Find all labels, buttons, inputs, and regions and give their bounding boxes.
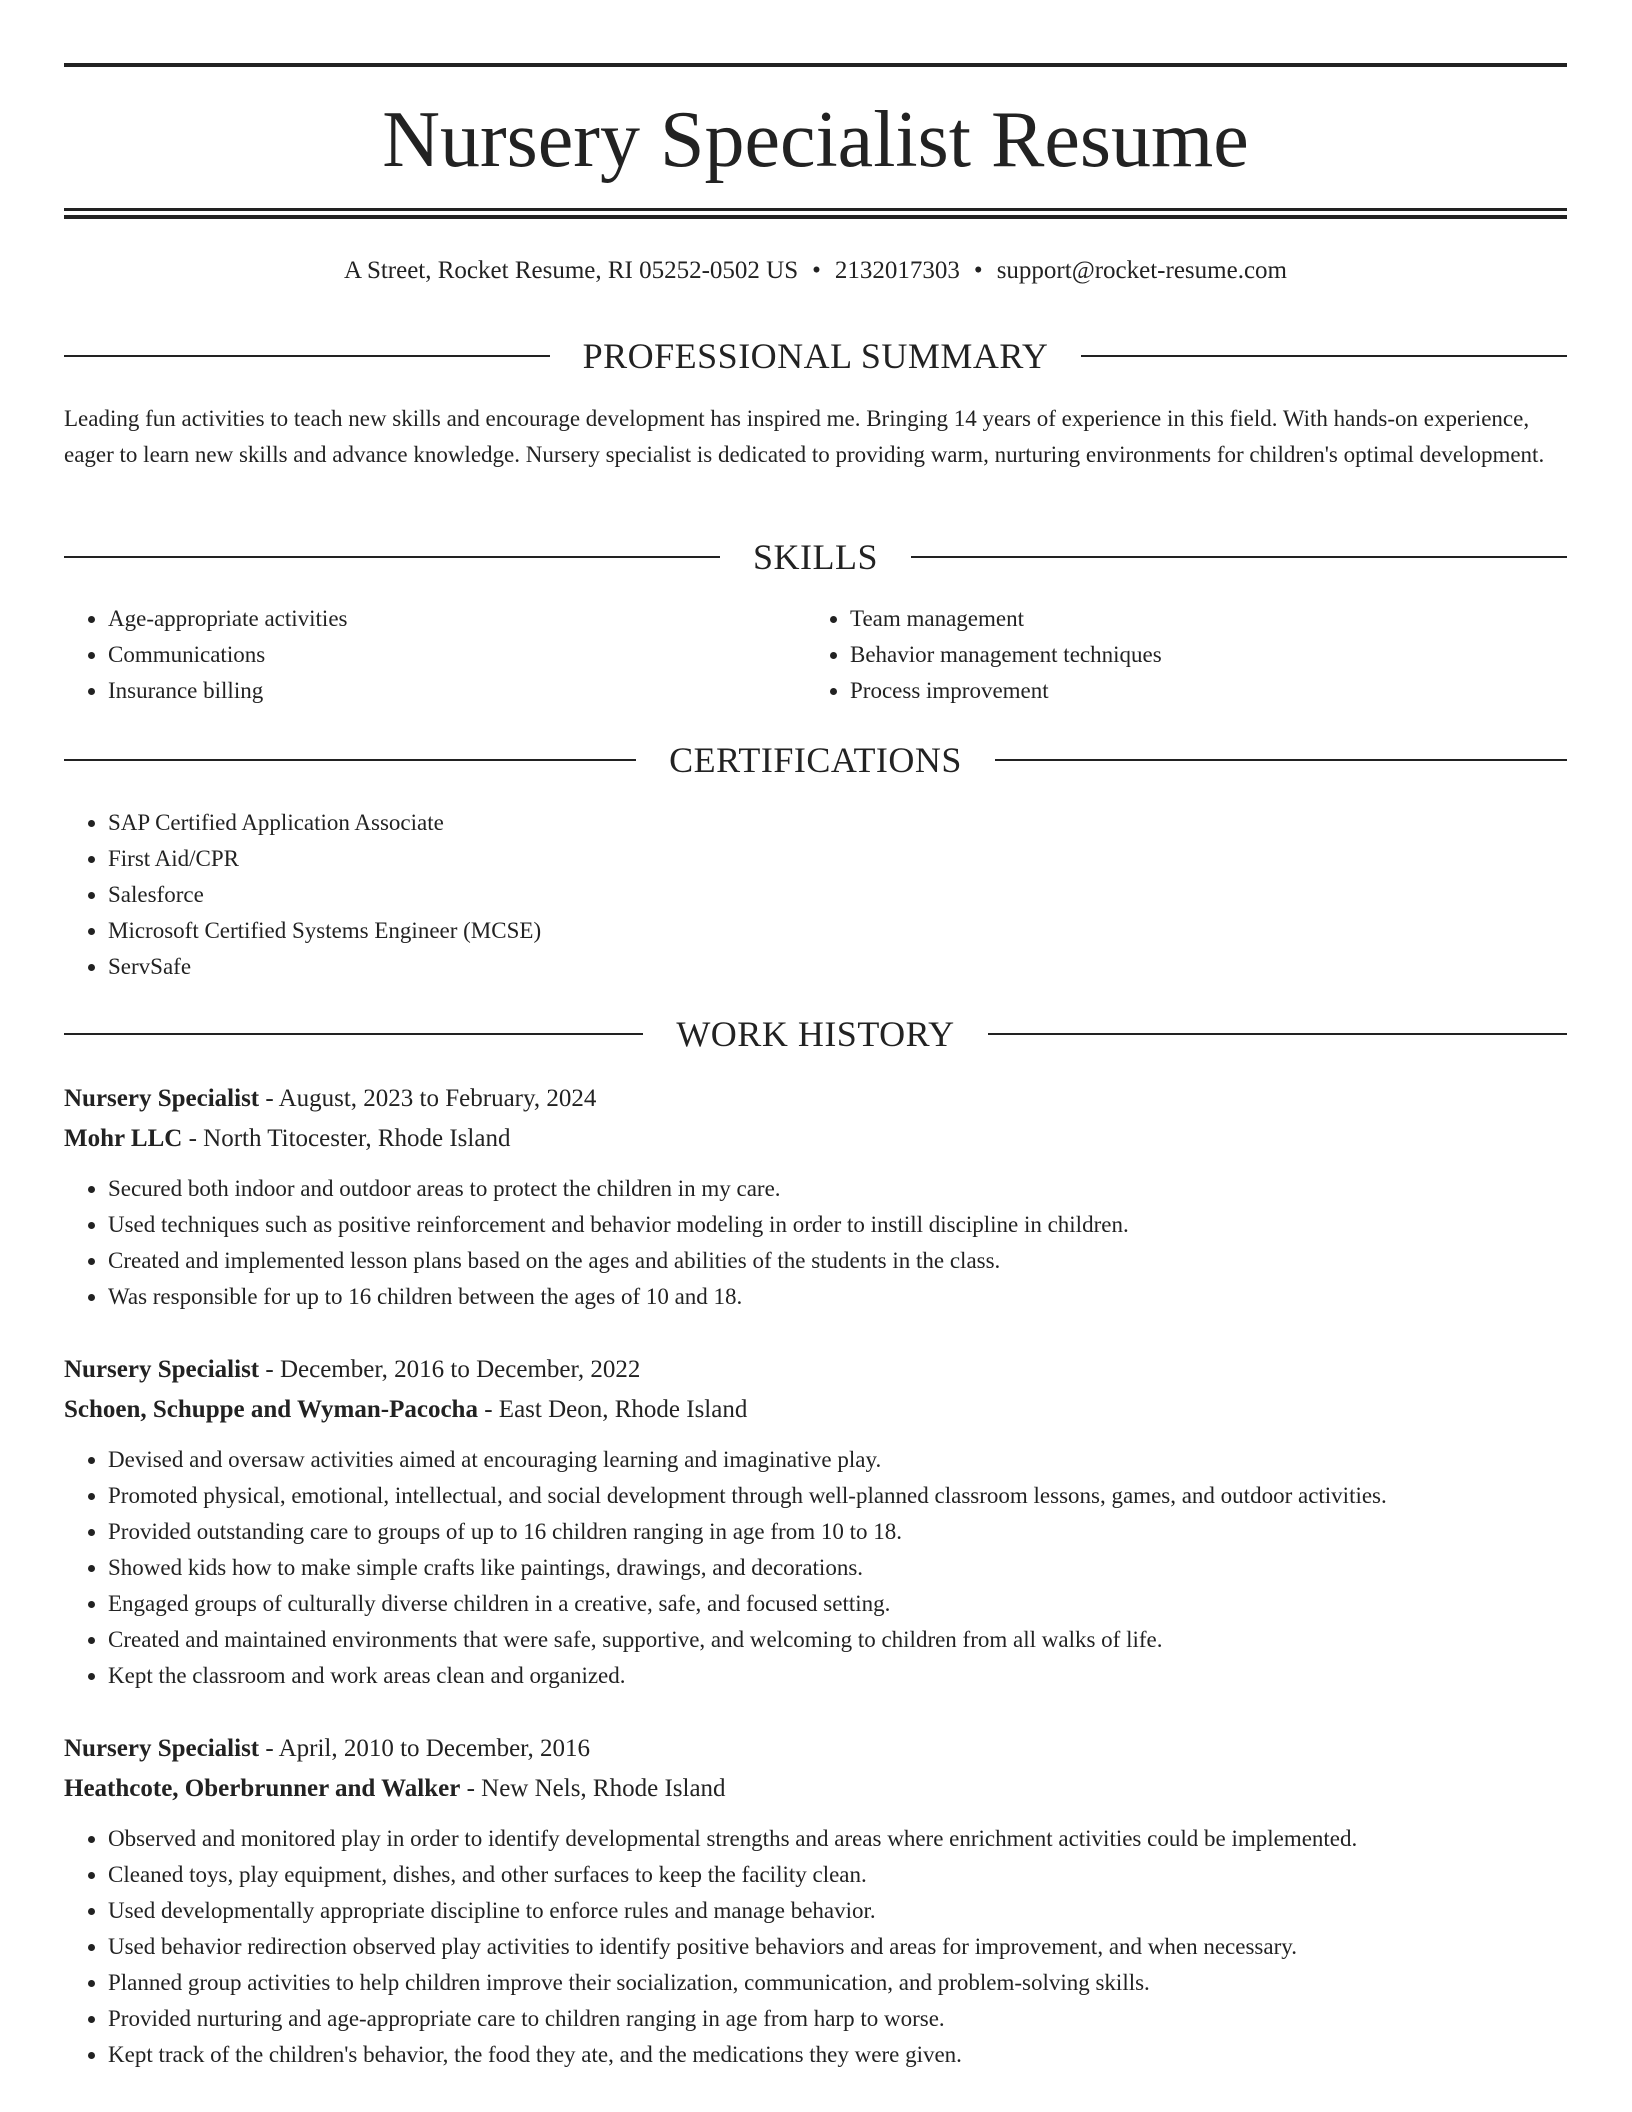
section-rule xyxy=(64,759,636,761)
job-duty: • Was responsible for up to 16 children between the ages of 10 and 18. xyxy=(108,1279,1567,1315)
job-duty: • Showed kids how to make simple crafts like paintings, drawings, and decorations. xyxy=(108,1550,1567,1586)
job-title-line xyxy=(64,1079,1567,1119)
certification-item: • ServSafe xyxy=(108,949,1567,985)
certification-item: • Salesforce xyxy=(108,877,1567,913)
job-duty: • Provided outstanding care to groups of up to 16 children ranging in age from 10 to 18. xyxy=(108,1514,1567,1550)
section-rule xyxy=(1081,355,1567,357)
job-entry xyxy=(64,1350,1567,1694)
skill-item: • Behavior management techniques xyxy=(850,637,1548,673)
job-company: Mohr LLC xyxy=(64,1125,183,1152)
summary-section-heading xyxy=(64,334,1567,378)
job-duty: • Secured both indoor and outdoor areas to protect the children in my care. xyxy=(108,1171,1567,1207)
title-rule-upper xyxy=(64,208,1567,211)
job-duty: • Kept the classroom and work areas clean and organized. xyxy=(108,1658,1567,1694)
job-duty: • Used behavior redirection observed play activities to identify positive behaviors and areas for improvement, and when necessary. xyxy=(108,1929,1567,1965)
job-dates: - December, 2016 to December, 2022 xyxy=(259,1356,641,1383)
job-location: - New Nels, Rhode Island xyxy=(460,1775,726,1802)
contact-separator: • xyxy=(973,257,983,284)
job-duty: • Used developmentally appropriate discipline to enforce rules and manage behavior. xyxy=(108,1893,1567,1929)
job-duty: • Created and maintained environments that were safe, supportive, and welcoming to children from all walks of life. xyxy=(108,1622,1567,1658)
job-company: Heathcote, Oberbrunner and Walker xyxy=(64,1775,461,1802)
contact-line xyxy=(64,255,1567,287)
job-company: Schoen, Schuppe and Wyman-Pacocha xyxy=(64,1396,478,1423)
job-title-line xyxy=(64,1729,1567,1769)
title-rule-lower xyxy=(64,215,1567,219)
job-duty: • Created and implemented lesson plans based on the ages and abilities of the students in the class. xyxy=(108,1243,1567,1279)
skill-item: • Team management xyxy=(850,601,1548,637)
job-location: - East Deon, Rhode Island xyxy=(477,1396,748,1423)
section-rule xyxy=(64,355,550,357)
skill-item: • Communications xyxy=(108,637,806,673)
job-company-line xyxy=(64,1769,1567,1809)
job-company-line xyxy=(64,1390,1567,1430)
contact-email[interactable]: support@rocket-resume.com xyxy=(996,257,1287,284)
job-entry xyxy=(64,1079,1567,1315)
job-title-line xyxy=(64,1350,1567,1390)
section-rule xyxy=(64,556,720,558)
skill-item: • Age-appropriate activities xyxy=(108,601,806,637)
job-duties xyxy=(64,1821,1567,2073)
certification-item: • Microsoft Certified Systems Engineer (MCSE) xyxy=(108,913,1567,949)
job-duty: • Provided nurturing and age-appropriate care to children ranging in age from harp to worse. xyxy=(108,2001,1567,2037)
summary-text: Leading fun activities to teach new skills and encourage development has inspired me. Bringing 14 years of experience in this field. With hands-on experience, eager to learn new skills and advance knowledge. Nursery specialist is dedicated to providing warm, nurturing environments for children's optimal development. xyxy=(64,406,1545,467)
job-duty: • Engaged groups of culturally diverse children in a creative, safe, and focused setting. xyxy=(108,1586,1567,1622)
job-duty: • Cleaned toys, play equipment, dishes, and other surfaces to keep the facility clean. xyxy=(108,1857,1567,1893)
job-duty: • Used techniques such as positive reinforcement and behavior modeling in order to instill discipline in children. xyxy=(108,1207,1567,1243)
section-rule xyxy=(988,1033,1567,1035)
work-history-section-heading xyxy=(64,1012,1567,1056)
job-duty: • Planned group activities to help children improve their socialization, communication, and problem-solving skills. xyxy=(108,1965,1567,2001)
skills-section-heading xyxy=(64,535,1567,579)
skills-column-right xyxy=(806,601,1548,709)
section-title: PROFESSIONAL SUMMARY xyxy=(582,336,1049,376)
section-title: CERTIFICATIONS xyxy=(669,740,962,780)
certification-item: • SAP Certified Application Associate xyxy=(108,805,1567,841)
contact-phone: 2132017303 xyxy=(834,257,960,284)
section-title: SKILLS xyxy=(753,537,879,577)
job-duty: • Promoted physical, emotional, intellectual, and social development through well-planned classroom lessons, games, and outdoor activities. xyxy=(108,1478,1567,1514)
section-rule xyxy=(64,1033,643,1035)
job-duties xyxy=(64,1442,1567,1694)
certification-item: • First Aid/CPR xyxy=(108,841,1567,877)
top-rule xyxy=(64,63,1567,67)
job-dates: - April, 2010 to December, 2016 xyxy=(259,1735,590,1762)
skills-list xyxy=(64,601,1567,709)
job-entry xyxy=(64,1729,1567,2073)
job-company-line xyxy=(64,1119,1567,1159)
contact-address: A Street, Rocket Resume, RI 05252-0502 US xyxy=(344,257,799,284)
skill-item: • Process improvement xyxy=(850,673,1548,709)
job-location: - North Titocester, Rhode Island xyxy=(182,1125,511,1152)
section-rule xyxy=(911,556,1567,558)
certifications-list xyxy=(64,805,1567,985)
job-dates: - August, 2023 to February, 2024 xyxy=(259,1085,597,1112)
section-rule xyxy=(995,759,1567,761)
job-title: Nursery Specialist xyxy=(64,1085,260,1112)
section-title: WORK HISTORY xyxy=(676,1014,955,1054)
page-title: Nursery Specialist Resume xyxy=(382,96,1249,184)
certifications-section-heading xyxy=(64,738,1567,782)
job-duty: • Devised and oversaw activities aimed at encouraging learning and imaginative play. xyxy=(108,1442,1567,1478)
job-title: Nursery Specialist xyxy=(64,1356,260,1383)
skills-column-left xyxy=(64,601,806,709)
job-duties xyxy=(64,1171,1567,1315)
contact-separator: • xyxy=(812,257,821,284)
job-duty: • Kept track of the children's behavior, the food they ate, and the medications they were given. xyxy=(108,2037,1567,2073)
skill-item: • Insurance billing xyxy=(108,673,806,709)
job-duty: • Observed and monitored play in order to identify developmental strengths and areas where enrichment activities could be implemented. xyxy=(108,1821,1567,1857)
job-title: Nursery Specialist xyxy=(64,1735,260,1762)
